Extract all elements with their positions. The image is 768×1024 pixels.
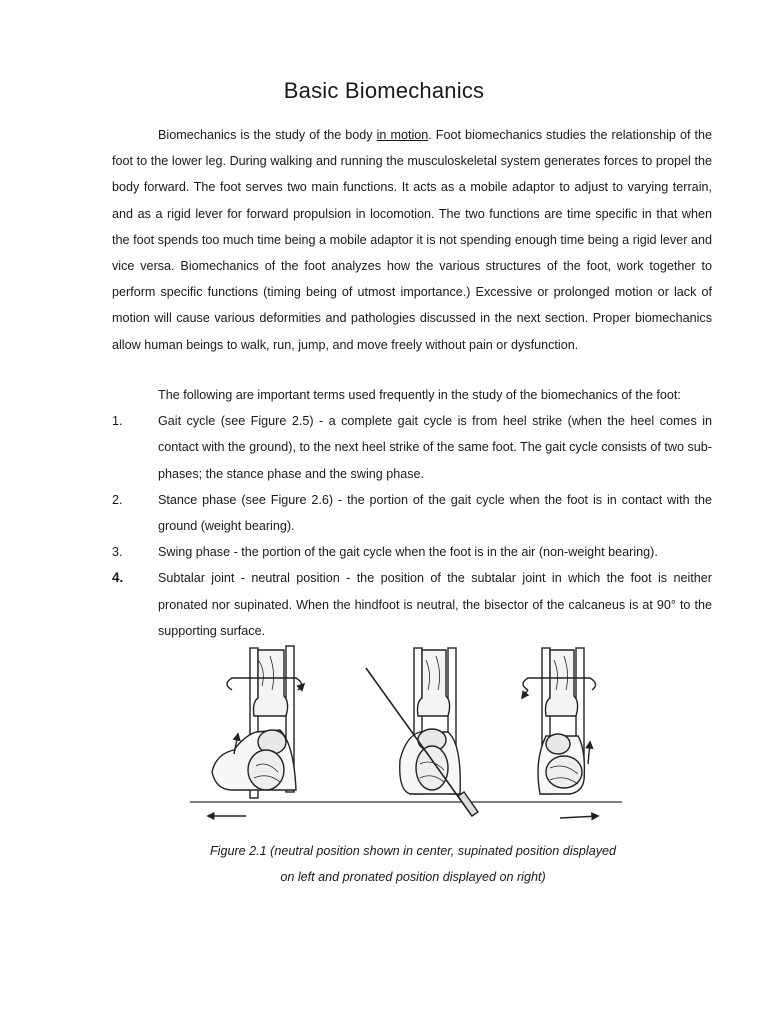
term-item [112,565,712,644]
pronated-foot-illustration [522,648,598,818]
term-item [112,487,712,539]
term-number: 1. [112,414,123,429]
term-number: 2. [112,492,123,507]
term-text: Swing phase - the portion of the gait cycle when the foot is in the air (non-weight bearing). [158,545,658,560]
terms-section [112,382,712,644]
intro-rest: . Foot biomechanics studies the relationship of the foot to the lower leg. During walking and running the musculoskeletal system generates forces to propel the body forward. The foot serves two main functions. It acts as a mobile adaptor to adjust to varying terrain, and as a rigid lever for forward propulsion in locomotion. The two functions are time specific in that when the foot spends too much time being a mobile adaptor it is not spending enough time being a rigid lever and vice versa. Biomechanics of the foot analyzes how the various structures of the foot, work together to perform specific functions (timing being of utmost importance.) Excessive or prolonged motion or lack of motion will cause various deformities and pathologies discussed in the next section. Proper biomechanics allow human beings to walk, run, jump, and move freely without pain or dysfunction. [112,128,712,352]
term-text: Subtalar joint - neutral position - the position of the subtalar joint in which the foot is neither pronated nor supinated. When the hindfoot is neutral, the bisector of the calcaneus is at 90° to the supporting surface. [158,571,712,638]
intro-lead: Biomechanics is the study of the body [158,128,377,142]
term-number: 3. [112,545,123,560]
foot-position-figure [186,640,626,832]
caption-line-2: on left and pronated position displayed on right) [280,870,546,884]
neutral-foot-illustration [366,648,478,816]
term-text: Stance phase (see Figure 2.6) - the portion of the gait cycle when the foot is in contact with the ground (weight bearing). [158,492,712,534]
term-item [112,539,712,565]
page-title: Basic Biomechanics [283,78,485,103]
intro-paragraph [112,122,712,358]
figure-caption [0,838,768,890]
term-number: 4. [112,570,124,586]
supinated-foot-illustration [208,646,304,816]
term-text: Gait cycle (see Figure 2.5) - a complete gait cycle is from heel strike (when the heel comes in contact with the ground), to the next heel strike of the same foot. The gait cycle consists of two sub-phases; the stance phase and the swing phase. [158,414,712,481]
term-item [112,408,712,487]
caption-line-1: Figure 2.1 (neutral position shown in center, supinated position displayed [209,844,617,858]
terms-intro: The following are important terms used frequently in the study of the biomechanics of the foot: [158,388,681,402]
intro-emphasis: in motion [376,128,429,142]
